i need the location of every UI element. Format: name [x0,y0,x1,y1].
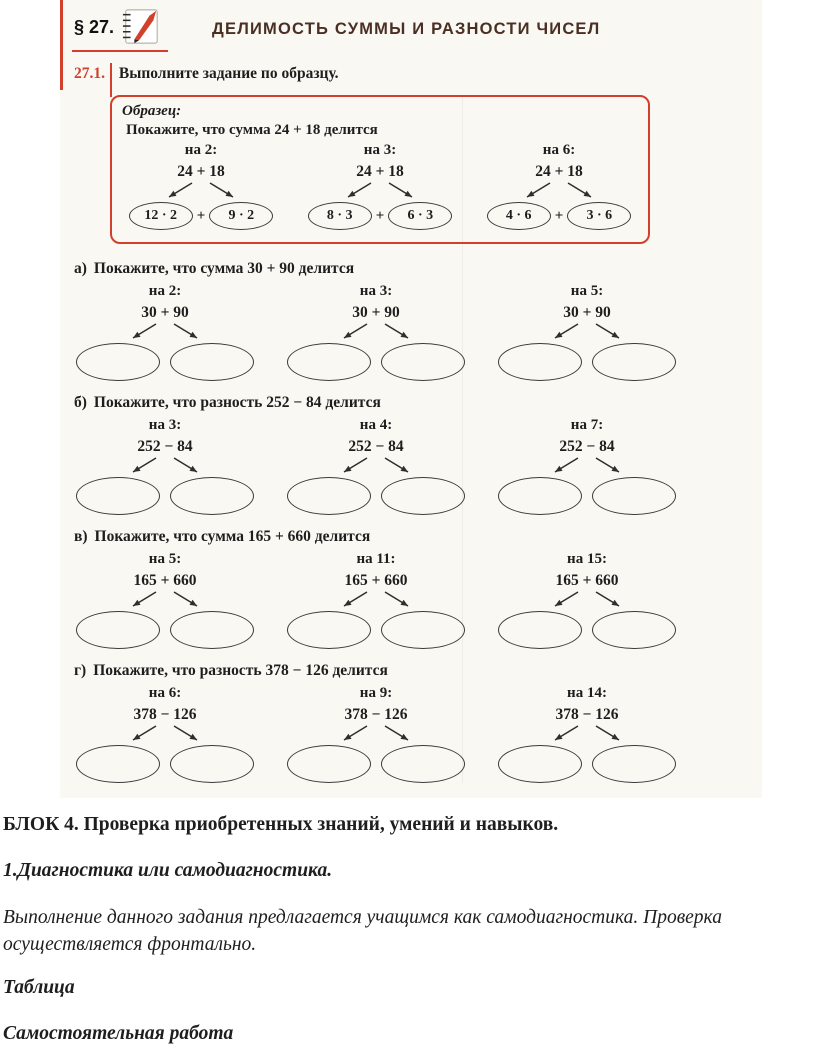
divisor-label: на 14: [567,685,607,701]
expression: 30 + 90 [141,304,189,321]
divisor-label: на 3: [359,283,393,299]
expression: 165 + 660 [133,572,197,589]
task-number: 27.1. [74,65,105,82]
split-arrows-icon [484,182,634,202]
divisor-column [76,685,254,783]
answer-oval-left [287,477,371,515]
split-arrows-icon [287,323,465,343]
answer-oval-left [498,343,582,381]
example-label: Образец: [122,103,182,119]
answer-oval-left [287,343,371,381]
divisor-column [498,417,676,515]
divisor-column [76,417,254,515]
answer-oval-right [592,477,676,515]
divisor-column [287,283,465,381]
divisor-label: на 3: [148,417,182,433]
divisor-label: на 11: [356,551,396,567]
divisor-label: на 3: [363,142,397,158]
answer-ovals [287,611,465,649]
diagnostics-paragraph: Выполнение данного задания предлагается учащимся как самодиагностика. Проверка осуществляется фронтально. [3,907,722,956]
notebook-pencil-icon [122,8,160,46]
answer-ovals [287,745,465,783]
split-arrows-icon [76,457,254,477]
sum-expression: 24 + 18 [177,163,225,180]
section-prompt-text: Покажите, что разность 252 − 84 делится [93,394,381,411]
divisor-column [76,551,254,649]
answer-oval-left [287,611,371,649]
factor-ovals [487,202,632,230]
answer-ovals [498,477,676,515]
split-arrows-icon [76,323,254,343]
answer-ovals [76,745,254,783]
task-section [74,260,762,381]
expression: 30 + 90 [563,304,611,321]
answer-ovals [498,745,676,783]
split-arrows-icon [287,591,465,611]
section-label: б) [74,394,87,411]
expression: 378 − 126 [344,706,408,723]
task-section [74,394,762,515]
split-arrows-icon [287,725,465,745]
split-arrows-icon [126,182,276,202]
section-prompt [74,662,762,680]
answer-ovals [287,477,465,515]
divisor-column [498,685,676,783]
expression: 252 − 84 [559,438,615,455]
answer-oval-right [592,745,676,783]
factor-oval-left: 4 · 6 [487,202,551,230]
answer-oval-left [498,611,582,649]
divisor-column [498,283,676,381]
answer-ovals [498,343,676,381]
section-label: а) [74,260,87,277]
answer-ovals [76,611,254,649]
split-arrows-icon [76,591,254,611]
answer-oval-right [381,343,465,381]
divisor-label: на 9: [359,685,393,701]
divisor-label: на 2: [184,142,218,158]
task-sections [60,260,762,783]
factor-oval-left: 12 · 2 [129,202,193,230]
expression: 252 − 84 [348,438,404,455]
example-columns [122,142,638,230]
factor-oval-left: 8 · 3 [308,202,372,230]
answer-ovals [76,343,254,381]
section-prompt-text: Покажите, что сумма 30 + 90 делится [93,260,355,277]
answer-oval-right [381,611,465,649]
expression: 30 + 90 [352,304,400,321]
answer-oval-left [76,477,160,515]
sum-expression: 24 + 18 [356,163,404,180]
answer-oval-right [170,611,254,649]
example-column [484,142,634,230]
section-prompt [74,528,762,546]
expression: 165 + 660 [344,572,408,589]
answer-oval-left [76,745,160,783]
task-section [74,528,762,649]
answer-oval-right [381,477,465,515]
answer-ovals [287,343,465,381]
expression: 165 + 660 [555,572,619,589]
split-arrows-icon [76,725,254,745]
answer-ovals [76,477,254,515]
example-prompt: Покажите, что сумма 24 + 18 делится [126,122,378,138]
red-margin-bar [60,0,63,90]
section-label: в) [74,528,88,545]
divisor-label: на 6: [148,685,182,701]
section-prompt-text: Покажите, что разность 378 − 126 делится [93,662,388,679]
divisor-column [287,551,465,649]
page-title: ДЕЛИМОСТЬ СУММЫ И РАЗНОСТИ ЧИСЕЛ [212,19,601,38]
split-arrows-icon [498,457,676,477]
task-text: Выполните задание по образцу. [118,65,339,82]
factor-oval-right: 6 · 3 [388,202,452,230]
divisor-label: на 7: [570,417,604,433]
task-line [60,65,762,83]
divisor-label: на 6: [542,142,576,158]
divisor-column [498,551,676,649]
table-label: Таблица [3,976,75,998]
divisor-label: на 15: [567,551,607,567]
expression: 252 − 84 [137,438,193,455]
split-arrows-icon [287,457,465,477]
sum-expression: 24 + 18 [535,163,583,180]
answer-ovals [498,611,676,649]
divisor-label: на 5: [148,551,182,567]
divisor-column [287,417,465,515]
example-box [110,95,650,244]
split-arrows-icon [498,725,676,745]
split-arrows-icon [305,182,455,202]
independent-work-label: Самостоятельная работа [3,1022,234,1044]
plus-sign: + [375,207,385,224]
answer-oval-left [498,477,582,515]
answer-oval-right [170,477,254,515]
divisor-column [76,283,254,381]
block-heading: БЛОК 4. Проверка приобретенных знаний, умений и навыков. [3,814,559,835]
answer-oval-left [287,745,371,783]
plus-sign: + [554,207,564,224]
answer-oval-right [381,745,465,783]
document-text [0,798,816,1045]
answer-oval-right [170,745,254,783]
answer-oval-left [76,611,160,649]
section-prompt-text: Покажите, что сумма 165 + 660 делится [94,528,371,545]
split-arrows-icon [498,323,676,343]
diagnostics-subheading: 1.Диагностика или самодиагностика. [3,860,333,881]
divisor-label: на 2: [148,283,182,299]
divisor-label: на 4: [359,417,393,433]
scan-header [60,6,762,52]
answer-oval-right [592,611,676,649]
section-label: г) [74,662,87,679]
divisor-columns [76,283,676,381]
divisor-columns [76,685,676,783]
answer-oval-left [498,745,582,783]
section-number: § 27. [74,16,115,37]
section-prompt [74,394,762,412]
factor-oval-right: 9 · 2 [209,202,273,230]
divisor-column [287,685,465,783]
factor-ovals [308,202,453,230]
example-column [305,142,455,230]
section-badge [72,6,168,52]
divisor-label: на 5: [570,283,604,299]
answer-oval-right [170,343,254,381]
task-section [74,662,762,783]
divisor-columns [76,551,676,649]
plus-sign: + [196,207,206,224]
expression: 378 − 126 [555,706,619,723]
example-column [126,142,276,230]
split-arrows-icon [498,591,676,611]
answer-oval-left [76,343,160,381]
expression: 378 − 126 [133,706,197,723]
factor-oval-right: 3 · 6 [567,202,631,230]
factor-ovals [129,202,274,230]
section-prompt [74,260,762,278]
textbook-scan [60,0,762,798]
answer-oval-right [592,343,676,381]
divisor-columns [76,417,676,515]
